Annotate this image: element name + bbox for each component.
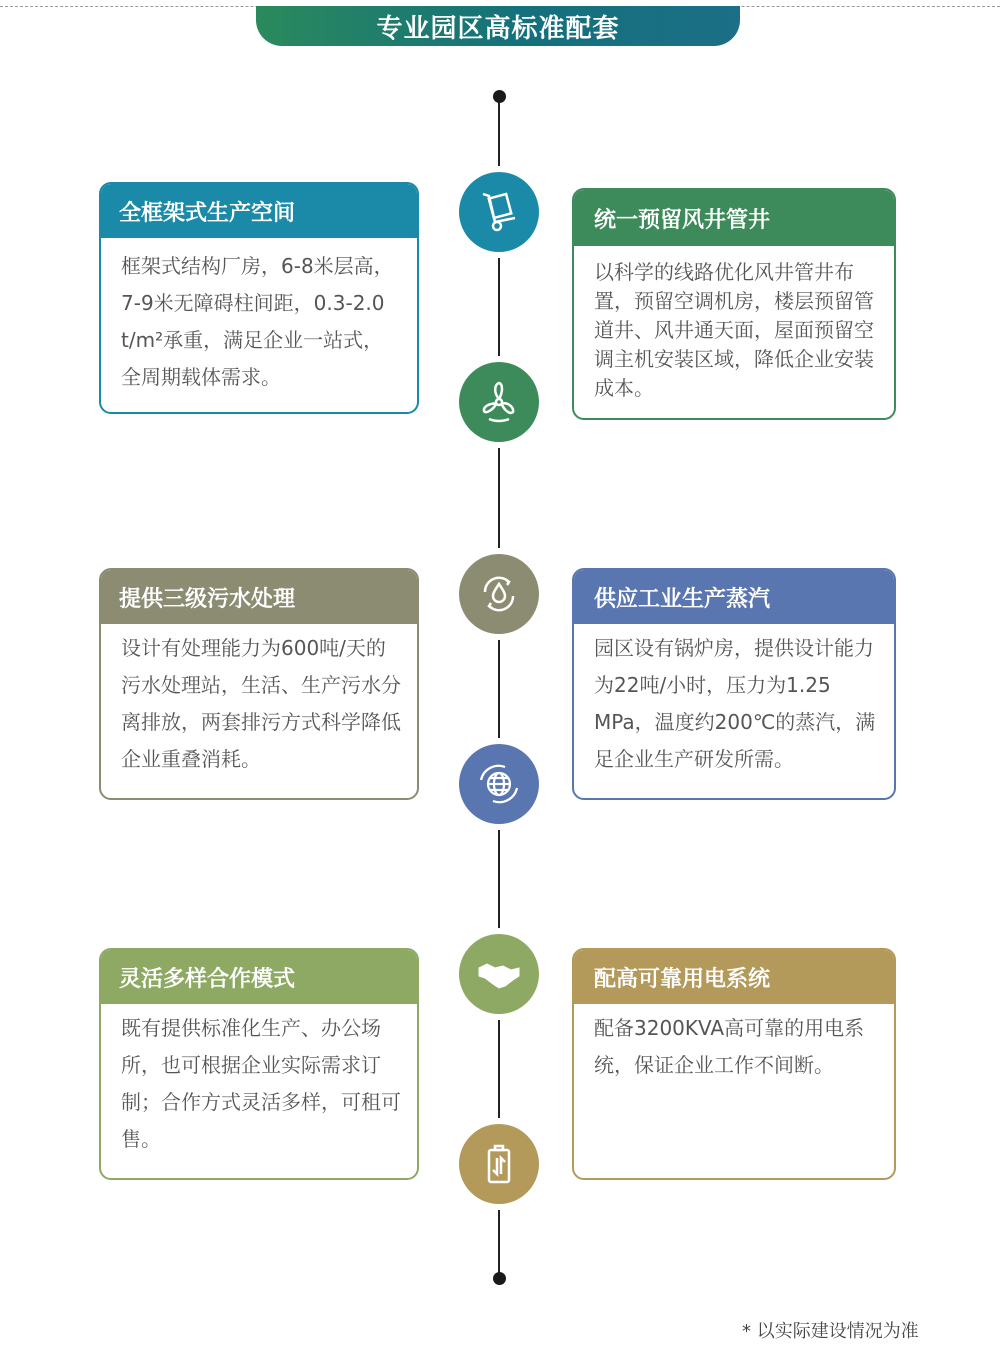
fan-icon (475, 378, 523, 426)
water-recycle-badge (453, 548, 545, 640)
title-banner (256, 6, 740, 46)
globe-cycle-icon (475, 760, 523, 808)
card-header (101, 184, 417, 238)
card-header (101, 950, 417, 1004)
globe-cycle-badge (453, 738, 545, 830)
battery-charge-icon (475, 1140, 523, 1188)
icon-disc (459, 172, 539, 252)
hand-truck-badge (453, 166, 545, 258)
timeline-end-dot (493, 1272, 506, 1285)
card-header (574, 950, 894, 1004)
card-sewage-treatment (99, 568, 419, 800)
card-title: 供应工业生产蒸汽 (594, 586, 771, 612)
card-title: 全框架式生产空间 (119, 200, 296, 226)
card-power-system (572, 948, 896, 1180)
card-body: 园区设有锅炉房，提供设计能力为22吨/小时，压力为1.25 MPa，温度约200℃的蒸汽，满足企业生产研发所需。 (594, 636, 876, 771)
fan-badge (453, 356, 545, 448)
card-full-frame-space (99, 182, 419, 414)
card-title: 灵活多样合作模式 (119, 966, 296, 992)
card-shaft-reservation (572, 188, 896, 420)
icon-disc (459, 934, 539, 1014)
icon-disc (459, 744, 539, 824)
card-industrial-steam (572, 568, 896, 800)
card-header (101, 570, 417, 624)
handshake-badge (453, 928, 545, 1020)
card-title: 配高可靠用电系统 (594, 966, 771, 992)
card-body: 以科学的线路优化风井管井布置，预留空调机房，楼层预留管道井、风井通天面，屋面预留空调主机安装区域，降低企业安装成本。 (594, 260, 874, 400)
icon-disc (459, 554, 539, 634)
water-recycle-icon (475, 570, 523, 618)
timeline-line (498, 96, 500, 1278)
footnote: * 以实际建设情况为准 (742, 1321, 919, 1342)
card-body: 设计有处理能力为600吨/天的污水处理站，生活、生产污水分离排放，两套排污方式科学降低企业重叠消耗。 (121, 636, 401, 771)
card-cooperation-mode (99, 948, 419, 1180)
card-body: 配备3200KVA高可靠的用电系统，保证企业工作不间断。 (594, 1016, 865, 1077)
card-title: 提供三级污水处理 (119, 586, 296, 612)
card-header (574, 190, 894, 246)
handshake-icon (475, 950, 523, 998)
icon-disc (459, 362, 539, 442)
icon-disc (459, 1124, 539, 1204)
hand-truck-icon (475, 188, 523, 236)
page-title: 专业园区高标准配套 (376, 13, 620, 44)
card-title: 统一预留风井管井 (594, 207, 771, 233)
battery-charge-badge (453, 1118, 545, 1210)
card-body: 既有提供标准化生产、办公场所，也可根据企业实际需求订制；合作方式灵活多样，可租可售。 (121, 1016, 401, 1151)
card-body: 框架式结构厂房，6-8米层高，7-9米无障碍柱间距，0.3-2.0 t/m²承重，满足企业一站式，全周期载体需求。 (121, 254, 394, 389)
timeline-start-dot (493, 90, 506, 103)
card-header (574, 570, 894, 624)
